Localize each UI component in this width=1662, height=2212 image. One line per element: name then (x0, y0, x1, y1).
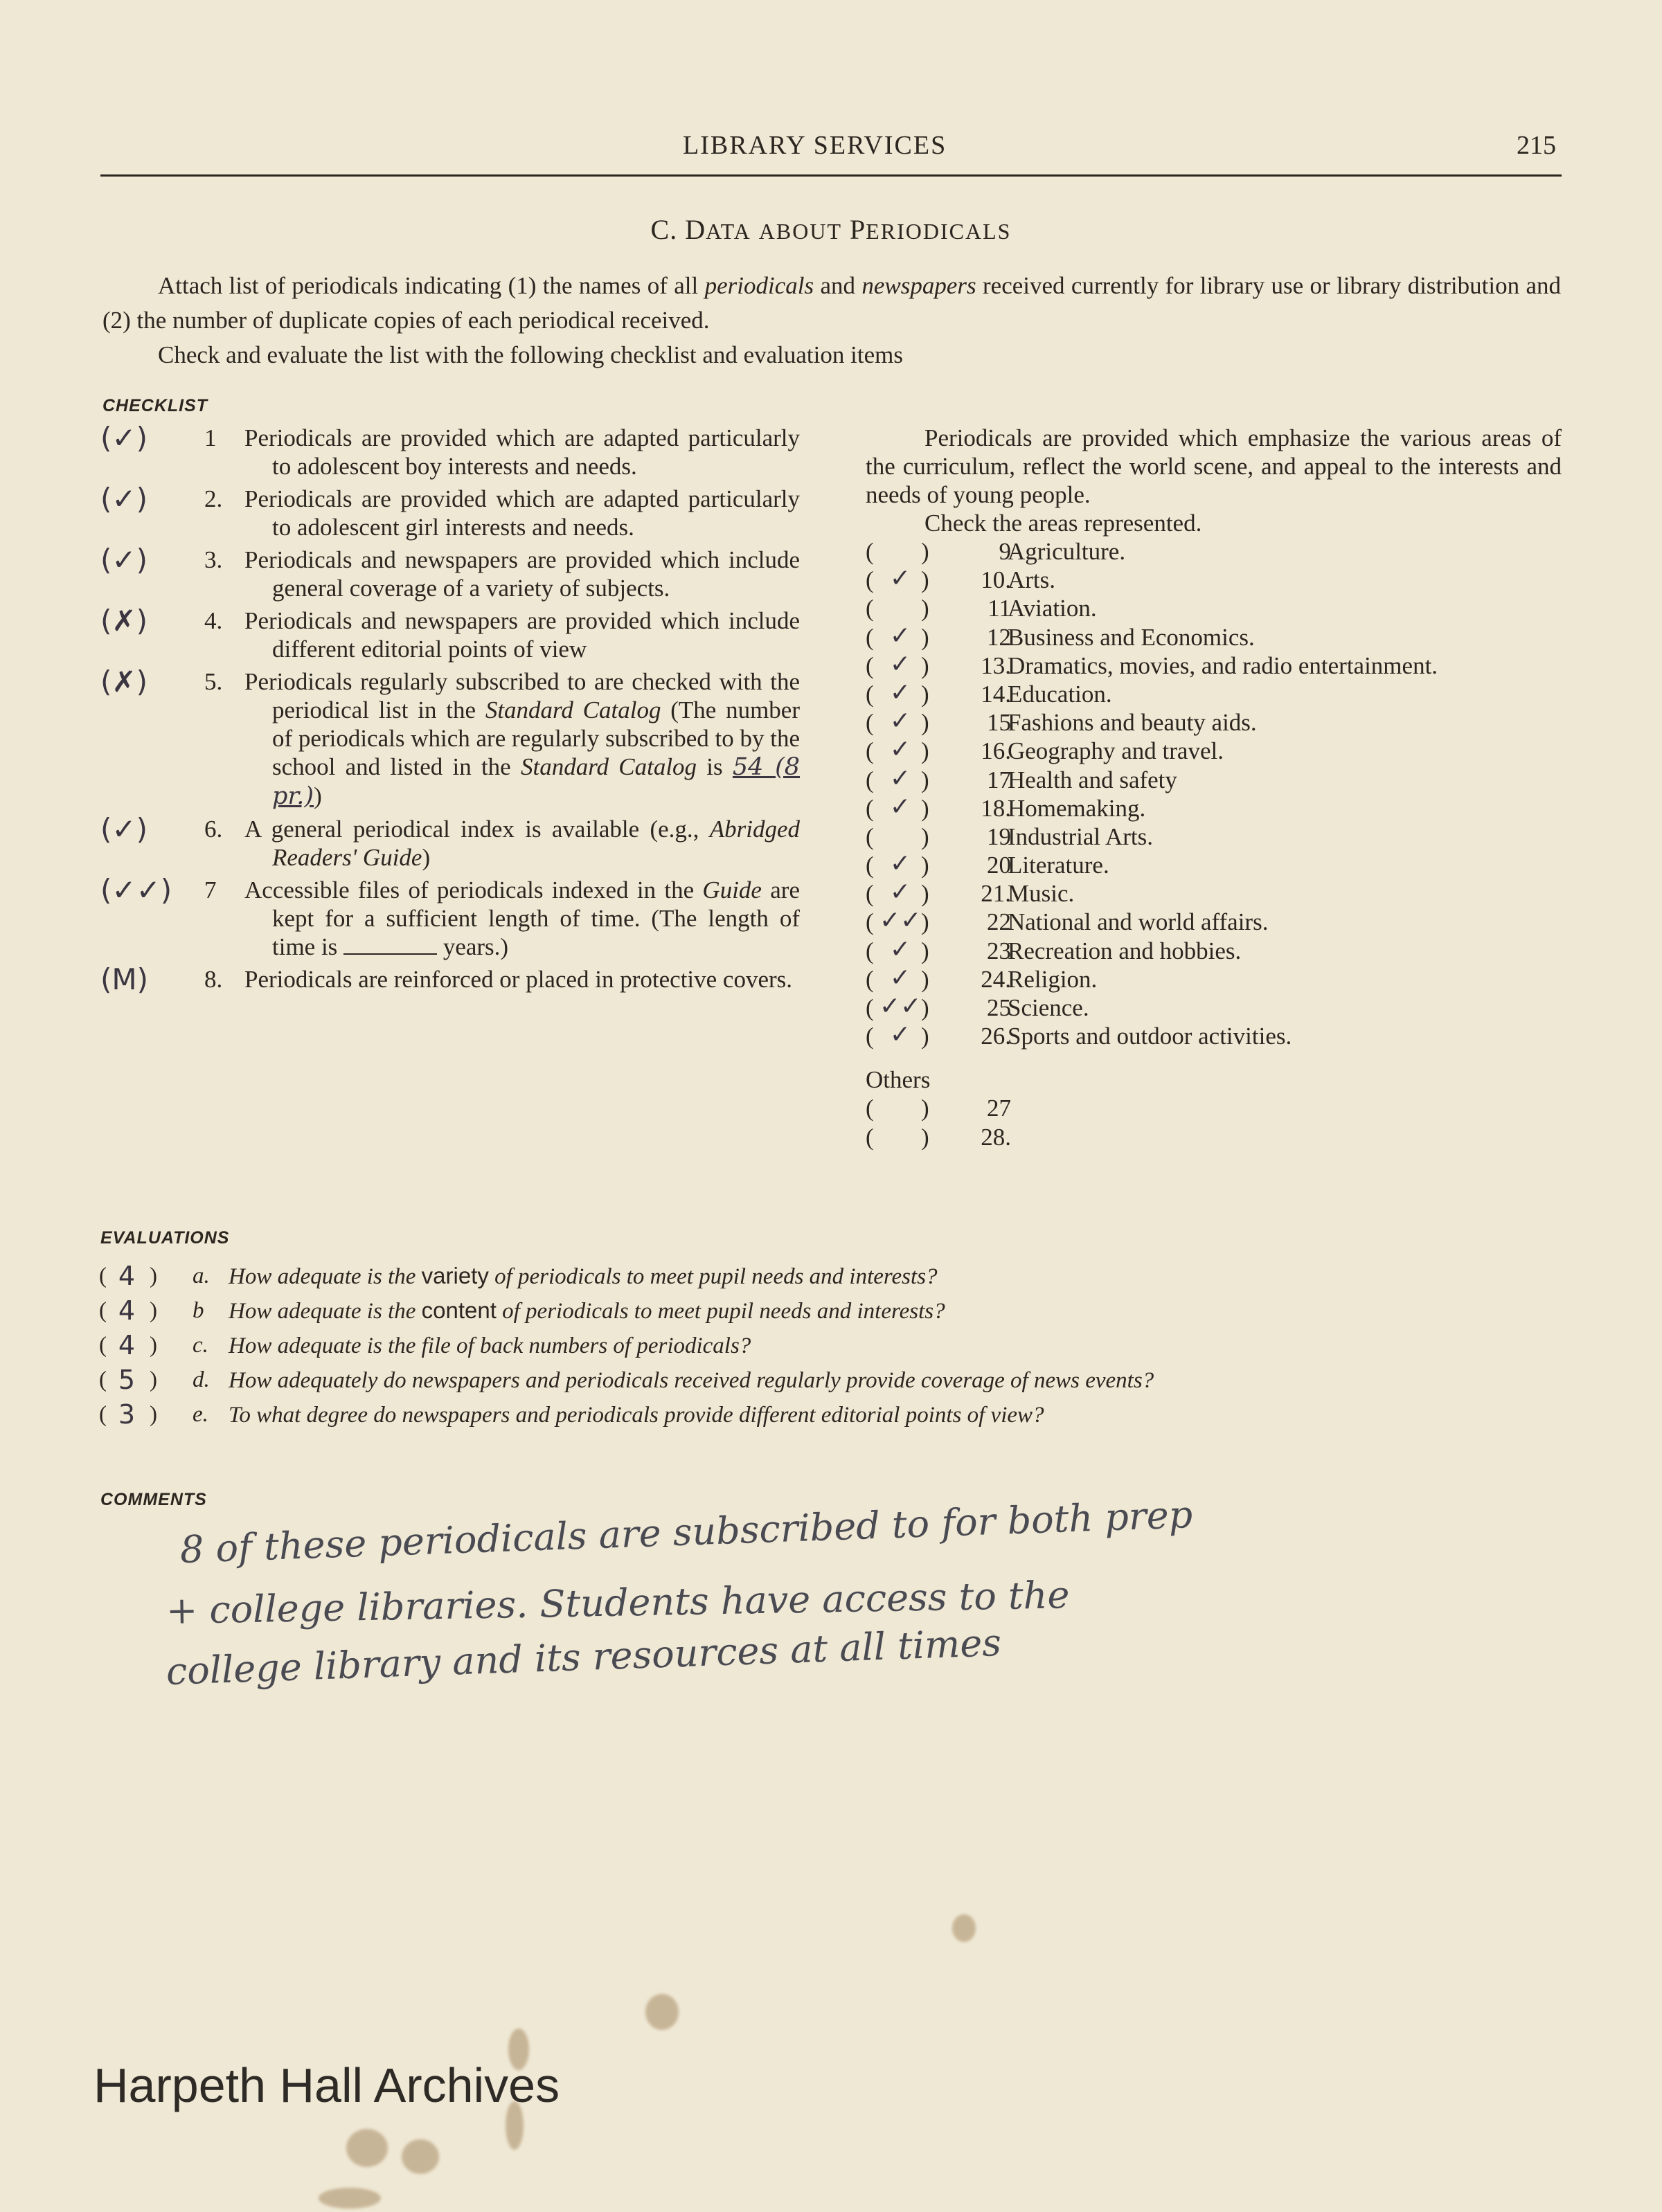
section-word2: ABOUT (758, 219, 842, 244)
check-mark: ✓ (889, 735, 911, 764)
close-paren: ) (921, 822, 929, 850)
item-number: 3. (204, 546, 223, 573)
check-mark: ✓ (889, 1020, 911, 1050)
stain (402, 2139, 439, 2174)
item-text-em: Guide (702, 876, 762, 903)
section-word1-rest: ATA (706, 219, 751, 244)
x-mark: (✗) (100, 604, 148, 638)
close-paren: ) (921, 794, 929, 822)
item-number: 27 (987, 1095, 1011, 1122)
close-paren: ) (921, 908, 929, 936)
item-number: 21. (981, 880, 1011, 908)
evaluation-item (99, 1293, 1562, 1328)
item-text: Periodicals and newspapers are provided which include different editorial points of view (244, 607, 800, 663)
item-number: 11 (988, 595, 1011, 622)
item-number: 28. (981, 1123, 1011, 1151)
stain (346, 2129, 388, 2167)
area-item (866, 737, 1562, 765)
area-item (866, 766, 1562, 794)
area-item (866, 623, 1562, 651)
evaluation-item (99, 1328, 1562, 1363)
close-paren: ) (921, 709, 929, 737)
open-paren: ( (866, 595, 874, 622)
area-item (866, 1022, 1562, 1050)
close-paren: ) (150, 1367, 157, 1392)
open-paren: ( (866, 908, 874, 936)
item-text (244, 815, 800, 872)
rating-mark: 4 (118, 1330, 136, 1360)
intro-p1-em1: periodicals (704, 272, 814, 299)
close-paren: ) (921, 766, 929, 793)
open-paren: ( (866, 651, 874, 679)
area-item (866, 651, 1562, 680)
item-text-a: Accessible files of periodicals indexed in the (244, 876, 703, 903)
item-number: 12 (987, 623, 1011, 651)
check-mark: (✓) (100, 812, 148, 846)
section-word3-rest: ERIODICALS (866, 219, 1012, 244)
area-label: Music. (1008, 880, 1075, 908)
close-paren: ) (921, 680, 929, 708)
x-mark: (✗) (100, 665, 148, 699)
section-title (0, 213, 1662, 246)
item-text-em: Abridged Readers' Guide (272, 816, 800, 871)
check-mark: ✓ (889, 621, 911, 650)
open-paren: ( (866, 994, 874, 1021)
item-text-b: (The number of periodicals which are regularly subscribed to by the school and listed in the (272, 696, 800, 780)
check-mark: ✓ (889, 935, 911, 964)
open-paren: ( (866, 1123, 874, 1151)
item-text-a: Periodicals regularly subscribed to are checked with the periodical list in the (244, 668, 800, 723)
close-paren: ) (921, 880, 929, 908)
open-paren: ( (866, 880, 874, 908)
area-label: Education. (1008, 680, 1112, 708)
area-label: Aviation. (1008, 595, 1097, 622)
area-item (866, 908, 1562, 936)
eval-question (229, 1397, 1044, 1432)
open-paren: ( (99, 1367, 107, 1392)
item-number: 18. (981, 794, 1011, 822)
evaluations-list (99, 1259, 1562, 1432)
open-paren: ( (866, 623, 874, 651)
running-title: LIBRARY SERVICES (683, 131, 947, 160)
section-word1-initial: D (685, 214, 706, 245)
area-item (866, 1123, 1562, 1151)
item-text-b: ) (422, 844, 431, 871)
eval-question-a: How adequately do newspapers and periodicals received regularly provide coverage of news events? (229, 1368, 1154, 1393)
open-paren: ( (866, 1095, 874, 1122)
eval-question-a: How adequate is the file of back numbers of periodicals? (229, 1333, 751, 1358)
close-paren: ) (921, 623, 929, 651)
item-number: 16. (981, 737, 1011, 765)
close-paren: ) (921, 538, 929, 565)
check-mark: (✓) (100, 421, 148, 455)
check-mark: ✓✓ (879, 906, 922, 935)
comment-line-3: college library and its resources at all times (165, 1620, 1002, 1693)
check-mark: ✓ (889, 707, 911, 736)
open-paren: ( (99, 1264, 107, 1288)
evaluations-label: EVALUATIONS (100, 1228, 230, 1248)
stain (319, 2188, 381, 2209)
close-paren: ) (921, 566, 929, 594)
evaluation-item (99, 1363, 1562, 1397)
area-label: Dramatics, movies, and radio entertainment. (1008, 651, 1438, 679)
area-item (866, 566, 1562, 594)
area-item (866, 794, 1562, 822)
eval-question-emphasis: content (421, 1297, 497, 1323)
rating-mark: 3 (118, 1399, 136, 1430)
open-paren: ( (866, 852, 874, 879)
eval-letter: d. (193, 1367, 210, 1392)
item-number: 23 (987, 937, 1011, 964)
rating-mark: 5 (118, 1365, 136, 1395)
stain (645, 1994, 679, 2030)
close-paren: ) (150, 1333, 157, 1358)
item-number: 13. (981, 651, 1011, 679)
item-text: Periodicals are provided which are adapted particularly to adolescent boy interests and needs. (244, 424, 800, 480)
area-item (866, 937, 1562, 965)
open-paren: ( (866, 566, 874, 594)
item-number: 22 (987, 908, 1011, 936)
header-rule (100, 174, 1562, 177)
area-label: Recreation and hobbies. (1008, 937, 1242, 964)
check-mark: ✓ (889, 564, 911, 593)
intro-p1-c: received currently for library use or library distribution and (2) the number of duplicate copies of each periodical received. (102, 272, 1561, 334)
evaluation-item (99, 1397, 1562, 1432)
intro-paragraph-2: Check and evaluate the list with the following checklist and evaluation items (158, 341, 903, 368)
check-mark: ✓ (889, 678, 911, 707)
close-paren: ) (921, 1023, 929, 1050)
item-text: Periodicals and newspapers are provided which include general coverage of a variety of subjects. (244, 546, 800, 602)
open-paren: ( (866, 680, 874, 708)
area-list (866, 537, 1562, 1050)
intro-p1-b: and (814, 272, 862, 299)
checklist-item (100, 873, 800, 961)
checklist-item (100, 543, 800, 602)
area-item (866, 708, 1562, 737)
areas-intro: Periodicals are provided which emphasize the various areas of the curriculum, reflect the world scene, and appeal to the interests and needs of young people. (866, 424, 1562, 508)
open-paren: ( (99, 1402, 107, 1427)
close-paren: ) (150, 1298, 157, 1323)
area-label: Homemaking. (1008, 794, 1146, 822)
close-paren: ) (921, 994, 929, 1021)
handwritten-comments (165, 1492, 1593, 1702)
area-label: Business and Economics. (1008, 623, 1255, 651)
check-mark: (✓) (100, 482, 148, 516)
item-number: 8. (204, 966, 223, 993)
m-mark: (M) (100, 962, 149, 996)
open-paren: ( (99, 1333, 107, 1358)
check-mark: ✓ (889, 849, 911, 879)
checklist-item (100, 812, 800, 872)
area-label: National and world affairs. (1008, 908, 1269, 936)
area-item (866, 993, 1562, 1022)
item-number: 10. (981, 566, 1011, 594)
area-label: Fashions and beauty aids. (1008, 709, 1257, 737)
checklist-item (100, 962, 800, 996)
area-item (866, 680, 1562, 708)
item-number: 17 (987, 766, 1011, 793)
comment-line-2: + college libraries. Students have access to the (166, 1573, 1070, 1633)
others-list (866, 1094, 1562, 1151)
area-label: Sports and outdoor activities. (1008, 1023, 1292, 1050)
item-number: 6. (204, 816, 223, 843)
open-paren: ( (866, 965, 874, 993)
close-paren: ) (150, 1264, 157, 1288)
close-paren: ) (150, 1402, 157, 1427)
checklist-item (100, 667, 800, 811)
close-paren: ) (921, 965, 929, 993)
intro-p1-em2: newspapers (861, 272, 976, 299)
area-item (866, 822, 1562, 851)
eval-question-a: How adequate is the (229, 1264, 422, 1289)
eval-question (229, 1328, 751, 1363)
eval-letter: e. (193, 1402, 208, 1427)
item-number: 14. (981, 680, 1011, 708)
area-label: Agriculture. (1008, 538, 1126, 565)
rating-mark: 4 (118, 1295, 136, 1326)
open-paren: ( (866, 1023, 874, 1050)
fill-in-blank (343, 933, 437, 955)
checklist-left-column (100, 421, 800, 998)
item-number: 19 (987, 822, 1011, 850)
eval-question-a: To what degree do newspapers and periodicals provide different editorial points of view? (229, 1403, 1044, 1428)
others-label: Others (866, 1066, 931, 1094)
close-paren: ) (921, 737, 929, 765)
check-mark: (✓✓) (100, 873, 172, 907)
eval-items (99, 1259, 1562, 1432)
archive-watermark: Harpeth Hall Archives (93, 2058, 560, 2112)
check-mark: ✓ (889, 764, 911, 793)
open-paren: ( (866, 822, 874, 850)
intro-paragraph-1 (102, 269, 1561, 338)
eval-letter: c. (193, 1333, 208, 1358)
stain (952, 1914, 976, 1942)
item-text-c: is (697, 753, 733, 780)
item-number: 5. (204, 668, 223, 695)
eval-question-emphasis: variety (421, 1263, 489, 1288)
item-number: 7 (204, 876, 217, 903)
check-mark: ✓✓ (879, 992, 922, 1020)
item-text-d: ) (314, 782, 322, 809)
check-mark: ✓ (889, 963, 911, 992)
eval-question-b: of periodicals to meet pupil needs and interests? (488, 1264, 938, 1289)
item-number: 24. (981, 965, 1011, 993)
check-mark: ✓ (889, 878, 911, 907)
section-prefix: C. (650, 214, 678, 245)
area-label: Literature. (1008, 852, 1109, 879)
item-text-em2: Standard Catalog (520, 753, 697, 780)
open-paren: ( (866, 937, 874, 964)
close-paren: ) (921, 937, 929, 964)
comment-line-1: 8 of these periodicals are subscribed to for both prep (179, 1492, 1194, 1572)
handwritten-count: 54 (8 pr.) (272, 753, 800, 810)
check-mark: ✓ (889, 792, 911, 821)
areas-check-instruction: Check the areas represented. (924, 510, 1202, 537)
item-number: 20 (987, 852, 1011, 879)
item-text-a: A general periodical index is available (e.g., (244, 816, 710, 843)
comments-label: COMMENTS (100, 1490, 207, 1509)
rating-mark: 4 (118, 1261, 136, 1291)
open-paren: ( (99, 1298, 107, 1323)
check-mark: ✓ (889, 649, 911, 678)
area-item (866, 594, 1562, 622)
eval-letter: b (193, 1298, 204, 1323)
close-paren: ) (921, 1095, 929, 1122)
close-paren: ) (921, 595, 929, 622)
open-paren: ( (866, 794, 874, 822)
eval-question (229, 1293, 945, 1329)
item-number: 25 (987, 994, 1011, 1021)
area-label: Industrial Arts. (1008, 822, 1153, 850)
section-word3-initial: P (849, 214, 866, 245)
evaluation-item (99, 1259, 1562, 1293)
close-paren: ) (921, 1123, 929, 1151)
eval-letter: a. (193, 1264, 210, 1288)
area-label: Health and safety (1008, 766, 1177, 793)
item-text-em1: Standard Catalog (485, 696, 661, 723)
eval-question (229, 1259, 938, 1294)
item-text (244, 667, 800, 811)
check-mark: (✓) (100, 543, 148, 577)
item-number: 1 (204, 424, 217, 451)
open-paren: ( (866, 737, 874, 765)
open-paren: ( (866, 766, 874, 793)
item-number: 4. (204, 607, 223, 634)
page-number: 215 (1517, 131, 1556, 160)
area-label: Religion. (1008, 965, 1098, 993)
checklist-item (100, 421, 800, 480)
area-label: Science. (1008, 994, 1089, 1021)
eval-question (229, 1363, 1154, 1398)
item-number: 9 (999, 538, 1011, 565)
open-paren: ( (866, 538, 874, 565)
checklist-item (100, 482, 800, 541)
item-text-b: are kept for a sufficient length of time. (The length of time is (272, 876, 800, 960)
open-paren: ( (866, 709, 874, 737)
item-text: Periodicals are reinforced or placed in protective covers. (244, 966, 793, 993)
intro-p1-a: Attach list of periodicals indicating (1) the names of all (158, 272, 705, 299)
checklist-right-column (866, 424, 1562, 1151)
checklist-label: CHECKLIST (102, 396, 208, 415)
intro-text (102, 269, 1561, 372)
item-text: Periodicals are provided which are adapted particularly to adolescent girl interests and needs. (244, 485, 800, 541)
close-paren: ) (921, 852, 929, 879)
item-text (244, 876, 800, 961)
area-label: Geography and travel. (1008, 737, 1224, 765)
item-number: 2. (204, 485, 223, 512)
area-label: Arts. (1008, 566, 1056, 594)
area-item (866, 965, 1562, 993)
close-paren: ) (921, 651, 929, 679)
area-item (866, 879, 1562, 908)
area-item (866, 537, 1562, 566)
item-number: 26. (981, 1023, 1011, 1050)
item-number: 15 (987, 709, 1011, 737)
checklist-item (100, 606, 800, 663)
eval-question-a: How adequate is the (229, 1299, 422, 1324)
area-item (866, 851, 1562, 879)
eval-question-b: of periodicals to meet pupil needs and interests? (496, 1299, 945, 1324)
item-text-c: years.) (437, 933, 509, 960)
area-item (866, 1094, 1562, 1122)
